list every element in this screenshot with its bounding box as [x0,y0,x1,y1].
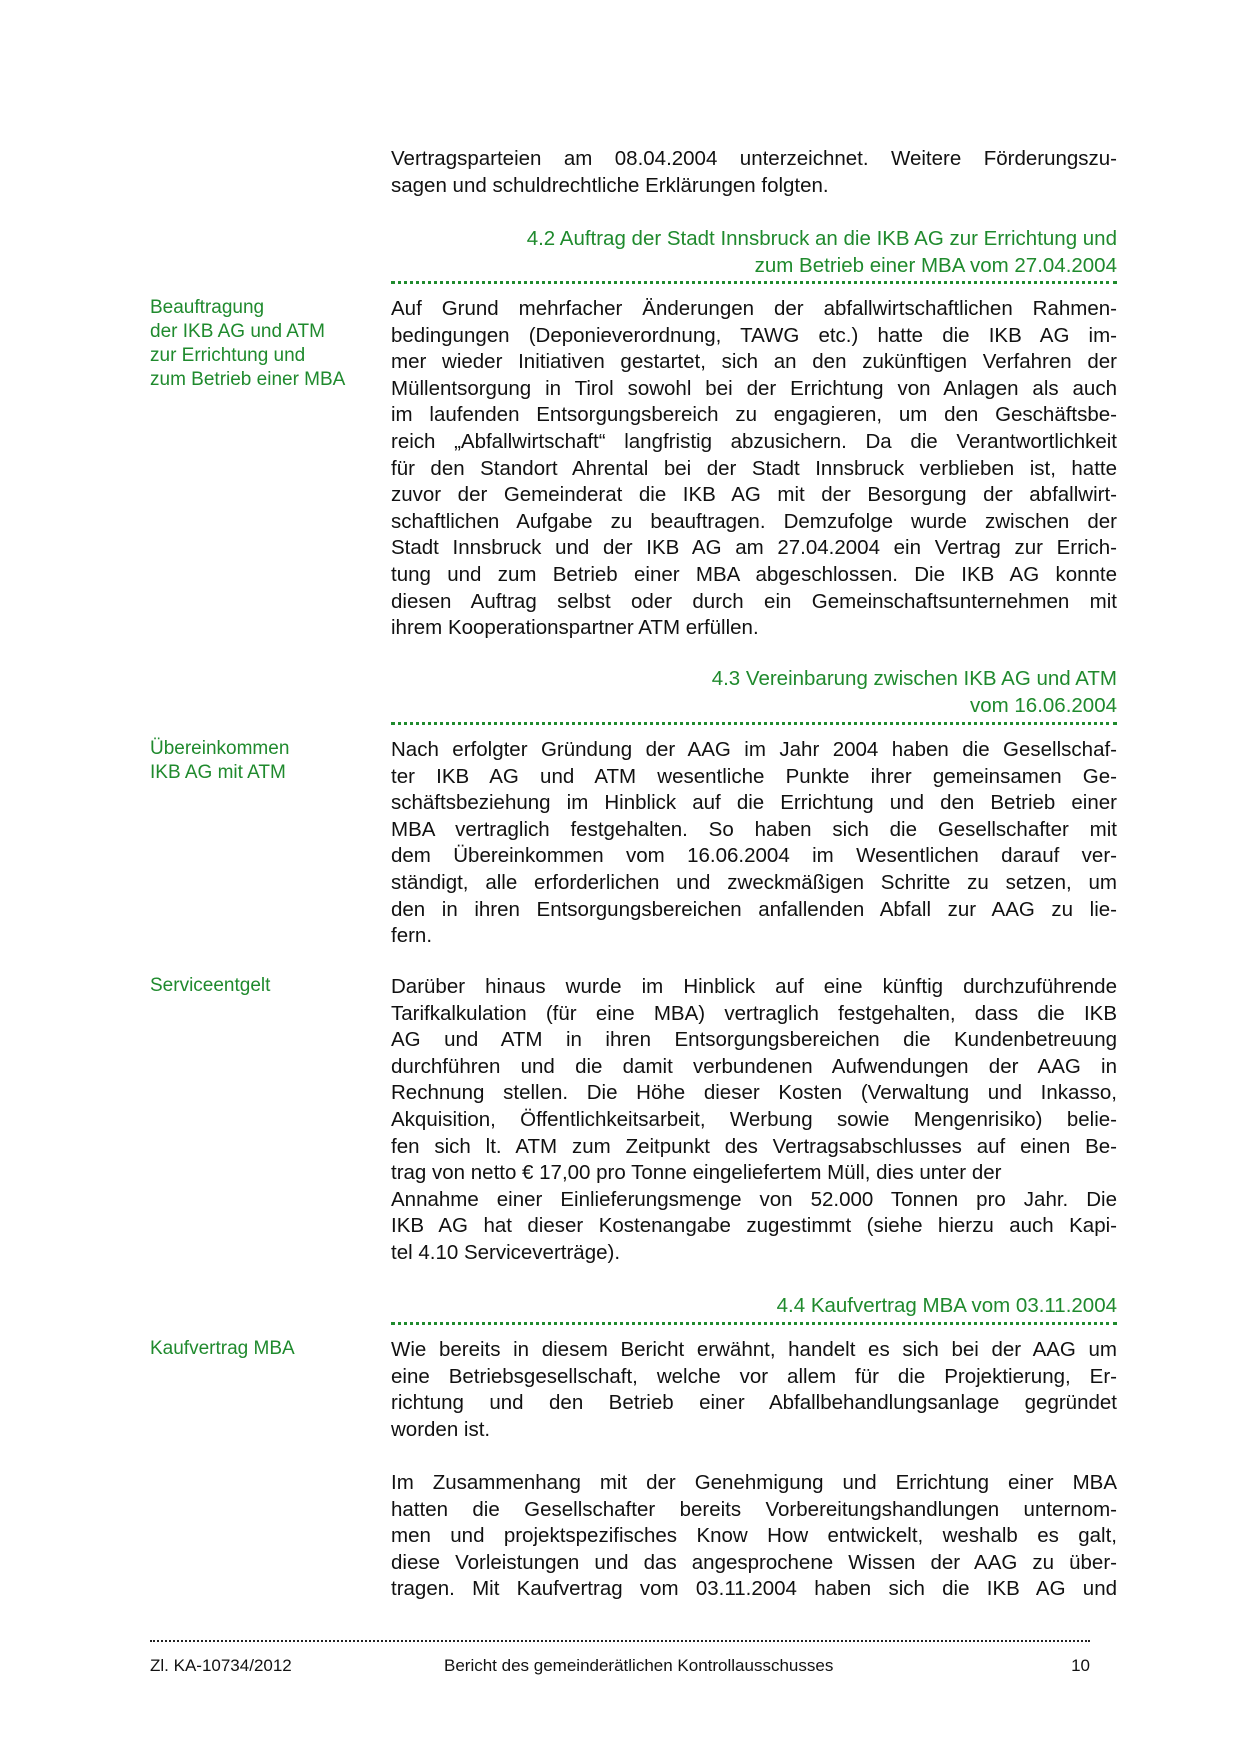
text-line: für den Standort Ahrental bei der Stadt Innsbruck verblieben ist, hatte [391,456,1117,480]
text-line: Vertragsparteien am 08.04.2004 unterzeichnet. Weitere Förderungszu- [391,147,1117,170]
text-line: Müllentsorgung in Tirol sowohl bei der Errichtung von Anlagen als auch [391,376,1117,400]
margin-note-line: Übereinkommen [150,738,290,759]
text-line: schäftsbeziehung im Hinblick auf die Errichtung und den Betrieb einer [391,791,1117,815]
section-4-4-body-2 [391,1470,1117,1603]
text-line: Annahme einer Einlieferungsmenge von 52.000 Tonnen pro Jahr. Die [391,1187,1117,1211]
footer-divider [150,1640,1090,1642]
section-4-3-heading [391,665,1117,719]
margin-note-line: zur Errichtung und [150,345,306,366]
margin-note-beauftragung [150,296,380,392]
text-line: Akquisition, Öffentlichkeitsarbeit, Werbung sowie Mengenrisiko) belie- [391,1107,1117,1131]
section-4-2-body [391,296,1117,642]
section-4-2-heading [391,225,1117,279]
heading-line: 4.4 Kaufvertrag MBA vom 03.11.2004 [776,1294,1117,1317]
margin-note-line: IKB AG mit ATM [150,762,286,783]
page-number: 10 [1071,1656,1090,1675]
text-line: schaftlichen Aufgabe zu beauftragen. Demzufolge wurde zwischen der [391,509,1117,533]
section-4-4-heading [391,1292,1117,1319]
margin-note-uebereinkommen [150,737,380,785]
text-line: tung und zum Betrieb einer MBA abgeschlossen. Die IKB AG konnte [391,562,1117,586]
text-line: reich „Abfallwirtschaft“ langfristig abzusichern. Da die Verantwortlichkeit [391,429,1117,453]
text-line: diesen Auftrag selbst oder durch ein Gemeinschaftsunternehmen mit [391,589,1117,613]
section-4-2-divider [391,281,1117,284]
text-line: Rechnung stellen. Die Höhe dieser Kosten (Verwaltung und Inkasso, [391,1081,1117,1105]
section-4-4-body-1 [391,1337,1117,1443]
text-line: Wie bereits in diesem Bericht erwähnt, handelt es sich bei der AAG um [391,1338,1117,1361]
text-line: IKB AG hat dieser Kostenangabe zugestimmt (siehe hierzu auch Kapi- [391,1214,1117,1238]
text-line: richtung und den Betrieb einer Abfallbehandlungsanlage gegründet [391,1391,1117,1415]
section-4-3-body-2 [391,974,1117,1267]
margin-note-line: zum Betrieb einer MBA [150,369,346,390]
text-line: Auf Grund mehrfacher Änderungen der abfallwirtschaftlichen Rahmen- [391,297,1117,320]
footer-title: Bericht des gemeinderätlichen Kontrollausschusses [444,1656,834,1675]
section-4-3-divider [391,722,1117,725]
text-line: fern. [391,924,433,948]
text-line: Im Zusammenhang mit der Genehmigung und Errichtung einer MBA [391,1471,1117,1494]
section-4-3-body-1 [391,737,1117,950]
section-4-4-divider [391,1322,1117,1325]
footer-reference: Zl. KA-10734/2012 [150,1656,292,1675]
heading-line: 4.2 Auftrag der Stadt Innsbruck an die IKB AG zur Errichtung und [526,227,1117,250]
text-line: sagen und schuldrechtliche Erklärungen folgten. [391,173,829,197]
text-line: AG und ATM in ihren Entsorgungsbereichen die Kundenbetreuung [391,1028,1117,1052]
margin-note-line: Kaufvertrag MBA [150,1338,295,1359]
text-line: Tarifkalkulation (für eine MBA) vertraglich festgehalten, dass die IKB [391,1001,1117,1025]
text-line: Darüber hinaus wurde im Hinblick auf eine künftig durchzuführende [391,975,1117,998]
text-line: ihrem Kooperationspartner ATM erfüllen. [391,616,759,640]
text-line: im laufenden Entsorgungsbereich zu engagieren, um den Geschäftsbe- [391,403,1117,427]
text-line: tel 4.10 Serviceverträge). [391,1240,621,1264]
text-line: bedingungen (Deponieverordnung, TAWG etc.) hatte die IKB AG im- [391,323,1117,347]
text-line: hatten die Gesellschafter bereits Vorbereitungshandlungen unternom- [391,1497,1117,1521]
text-line: MBA vertraglich festgehalten. So haben sich die Gesellschafter mit [391,817,1117,841]
text-line: Stadt Innsbruck und der IKB AG am 27.04.2004 ein Vertrag zur Errich- [391,536,1117,560]
text-line: tragen. Mit Kaufvertrag vom 03.11.2004 haben sich die IKB AG und [391,1577,1117,1601]
margin-note-serviceentgelt [150,974,380,998]
text-line: trag von netto € 17,00 pro Tonne eingeliefertem Müll, dies unter der [391,1161,1002,1185]
text-line: durchführen und die damit verbundenen Aufwendungen der AAG in [391,1054,1117,1078]
text-line: eine Betriebsgesellschaft, welche vor allem für die Projektierung, Er- [391,1364,1117,1388]
text-line: worden ist. [391,1417,491,1441]
text-line: den in ihren Entsorgungsbereichen anfallenden Abfall zur AAG zu lie- [391,897,1117,921]
heading-line: vom 16.06.2004 [969,694,1117,717]
text-line: ständigt, alle erforderlichen und zweckmäßigen Schritte zu setzen, um [391,870,1117,894]
margin-note-kaufvertrag [150,1337,380,1361]
intro-paragraph [391,146,1117,199]
margin-note-line: der IKB AG und ATM [150,321,325,342]
text-line: dem Übereinkommen vom 16.06.2004 im Wesentlichen darauf ver- [391,844,1117,868]
text-line: ter IKB AG und ATM wesentliche Punkte ihrer gemeinsamen Ge- [391,764,1117,788]
margin-note-line: Beauftragung [150,297,265,318]
text-line: Nach erfolgter Gründung der AAG im Jahr 2004 haben die Gesellschaf- [391,738,1117,761]
text-line: diese Vorleistungen und das angesprochene Wissen der AAG zu über- [391,1550,1117,1574]
text-line: men und projektspezifisches Know How entwickelt, weshalb es galt, [391,1524,1117,1548]
heading-line: zum Betrieb einer MBA vom 27.04.2004 [754,254,1117,277]
margin-note-line: Serviceentgelt [150,975,271,996]
text-line: zuvor der Gemeinderat die IKB AG mit der Besorgung der abfallwirt- [391,483,1117,507]
text-line: fen sich lt. ATM zum Zeitpunkt des Vertragsabschlusses auf einen Be- [391,1134,1117,1158]
heading-line: 4.3 Vereinbarung zwischen IKB AG und ATM [711,667,1117,690]
text-line: mer wieder Initiativen gestartet, sich an den zukünftigen Verfahren der [391,350,1117,374]
